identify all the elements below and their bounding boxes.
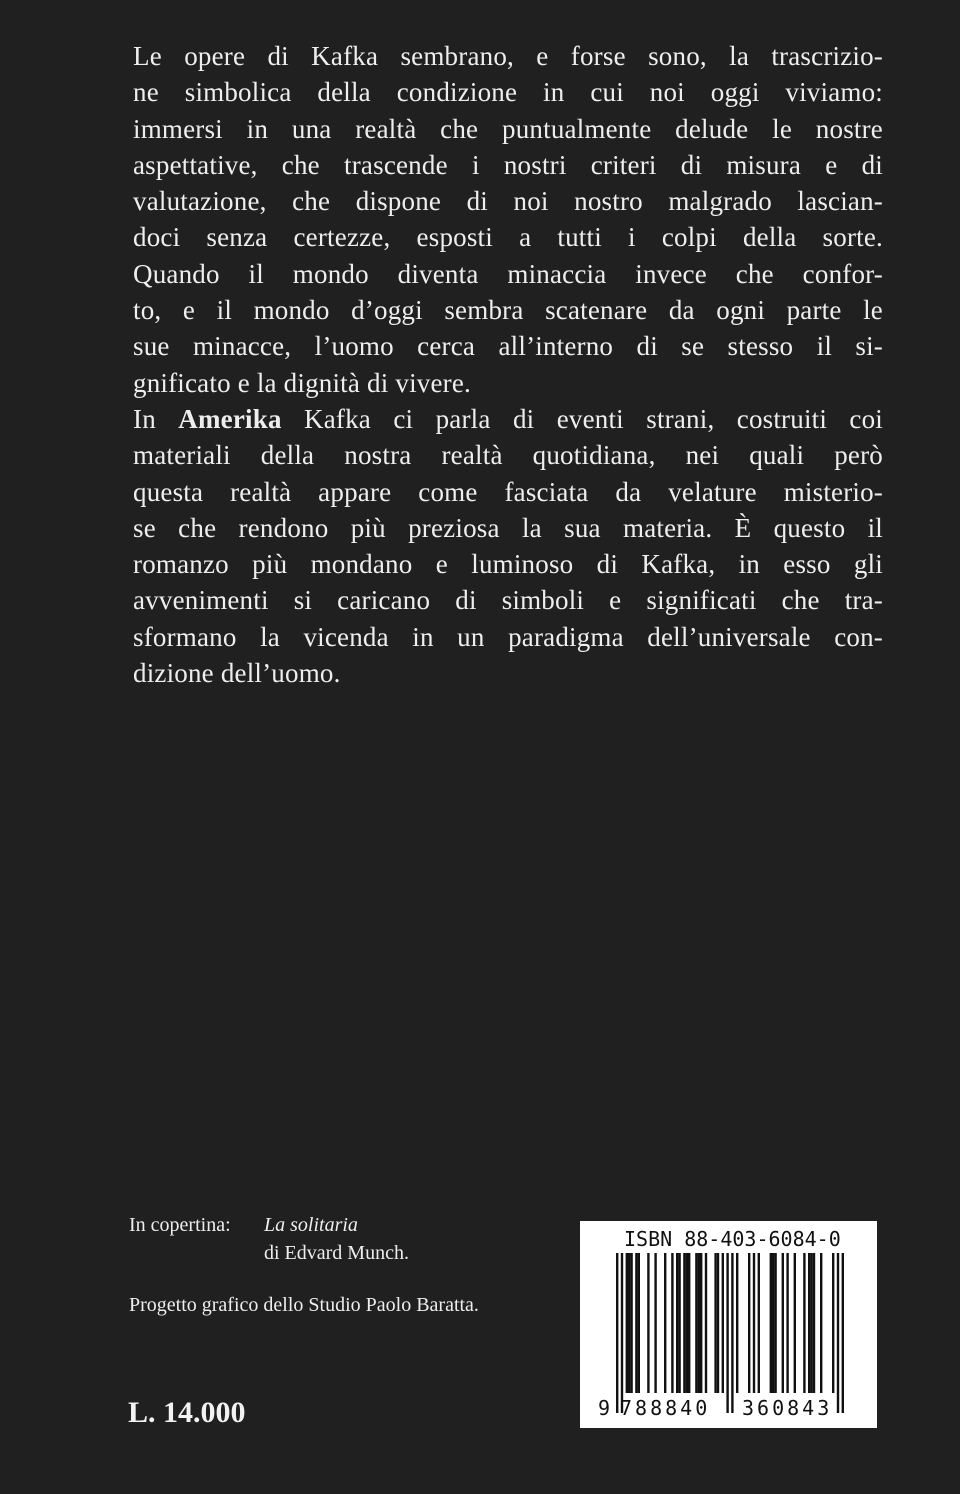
blurb-line: immersi in una realtà che puntualmente delude le nostre [133, 113, 883, 144]
barcode-bar [813, 1253, 815, 1393]
blurb-line-start: In [133, 403, 179, 434]
barcode-bar [772, 1253, 774, 1393]
blurb-line: materiali della nostra realtà quotidiana, nei quali però [133, 440, 883, 471]
barcode-bar [832, 1253, 834, 1393]
barcode-bar [616, 1253, 618, 1413]
blurb-line: avvenimenti si caricano di simboli e significati che tra- [133, 585, 883, 616]
barcode-bar [676, 1253, 678, 1393]
ean-left-digits: 788840 [620, 1396, 711, 1420]
book-title-bold: Amerika [178, 403, 282, 434]
blurb-line: doci senza certezze, esposti a tutti i colpi della sorte. [133, 222, 883, 253]
ean-first-digit: 9 [598, 1396, 611, 1420]
isbn-number: ISBN 88-403-6084-0 [624, 1227, 841, 1251]
blurb-text [133, 38, 883, 691]
barcode-bar [726, 1253, 728, 1413]
barcode-bar [630, 1253, 632, 1393]
barcode-bar [628, 1253, 630, 1393]
barcode-bar [808, 1253, 810, 1393]
barcode-bar [758, 1253, 760, 1393]
barcode-bar [647, 1253, 649, 1393]
blurb-line: questa realtà appare come fasciata da velature misterio- [133, 476, 883, 507]
cover-artist: di Edvard Munch. [264, 1242, 409, 1264]
blurb-line: to, e il mondo d’oggi sembra scatenare da ogni parte le [133, 295, 883, 326]
blurb-line: Quando il mondo diventa minaccia invece che confor- [133, 258, 883, 289]
barcode-bar [678, 1253, 680, 1393]
barcode-bar [638, 1253, 640, 1393]
barcode-bar [683, 1253, 685, 1393]
blurb-line: valutazione, che dispone di noi nostro malgrado lascian- [133, 186, 883, 217]
barcode-bar [837, 1253, 839, 1413]
cover-credit-label: In copertina: [129, 1214, 231, 1236]
barcode-bar [686, 1253, 688, 1393]
barcode-bar [722, 1253, 724, 1393]
barcode-bar [753, 1253, 755, 1393]
blurb-line [133, 401, 883, 437]
blurb-line: se che rendono più preziosa la sua materia. È questo il [133, 512, 883, 543]
barcode-bar [782, 1253, 784, 1393]
blurb-line: ne simbolica della condizione in cui noi oggi viviamo: [133, 77, 883, 108]
blurb-line: sformano la vicenda in un paradigma dell’universale con- [133, 621, 883, 652]
barcode-bar [774, 1253, 776, 1393]
barcode-bar [842, 1253, 844, 1413]
barcode-bar [717, 1253, 719, 1393]
barcode-bar [621, 1253, 623, 1413]
barcode-bar [786, 1253, 788, 1393]
price: L. 14.000 [128, 1396, 246, 1429]
barcode-bar [820, 1253, 822, 1393]
barcode-bar [714, 1253, 716, 1393]
barcode-bar [770, 1253, 772, 1393]
barcode-bar [688, 1253, 690, 1393]
barcode-bar [731, 1253, 733, 1413]
barcode-bar [654, 1253, 656, 1393]
barcode-bar [626, 1253, 628, 1393]
blurb-line: gnificato e la dignità di vivere. [133, 367, 471, 398]
barcode-bar [803, 1253, 805, 1393]
barcode-bar [794, 1253, 796, 1393]
ean-right-digits: 360843 [742, 1396, 833, 1420]
blurb-line: aspettative, che trascende i nostri criteri di misura e di [133, 149, 883, 180]
barcode-bar [635, 1253, 637, 1393]
design-credit: Progetto grafico dello Studio Paolo Baratta. [129, 1294, 479, 1316]
barcode-bar [810, 1253, 812, 1393]
blurb-line: romanzo più mondano e luminoso di Kafka, in esso gli [133, 549, 883, 580]
barcode-panel [580, 1221, 877, 1428]
cover-artwork-title: La solitaria [264, 1214, 358, 1236]
blurb-line-rest: Kafka ci parla di eventi strani, costruiti coi [281, 403, 884, 434]
barcode-bar [700, 1253, 702, 1393]
barcode-bar [695, 1253, 697, 1393]
blurb-line: sue minacce, l’uomo cerca all’interno di se stesso il si- [133, 331, 883, 362]
barcode-bar [664, 1253, 666, 1393]
barcode-bar [671, 1253, 673, 1393]
barcode-bar [698, 1253, 700, 1393]
barcode-bar [705, 1253, 707, 1393]
blurb-line: dizione dell’uomo. [133, 658, 341, 689]
barcode-bar [748, 1253, 750, 1393]
blurb-line: Le opere di Kafka sembrano, e forse sono, la trascrizio- [133, 41, 883, 71]
barcode-bar [736, 1253, 738, 1393]
